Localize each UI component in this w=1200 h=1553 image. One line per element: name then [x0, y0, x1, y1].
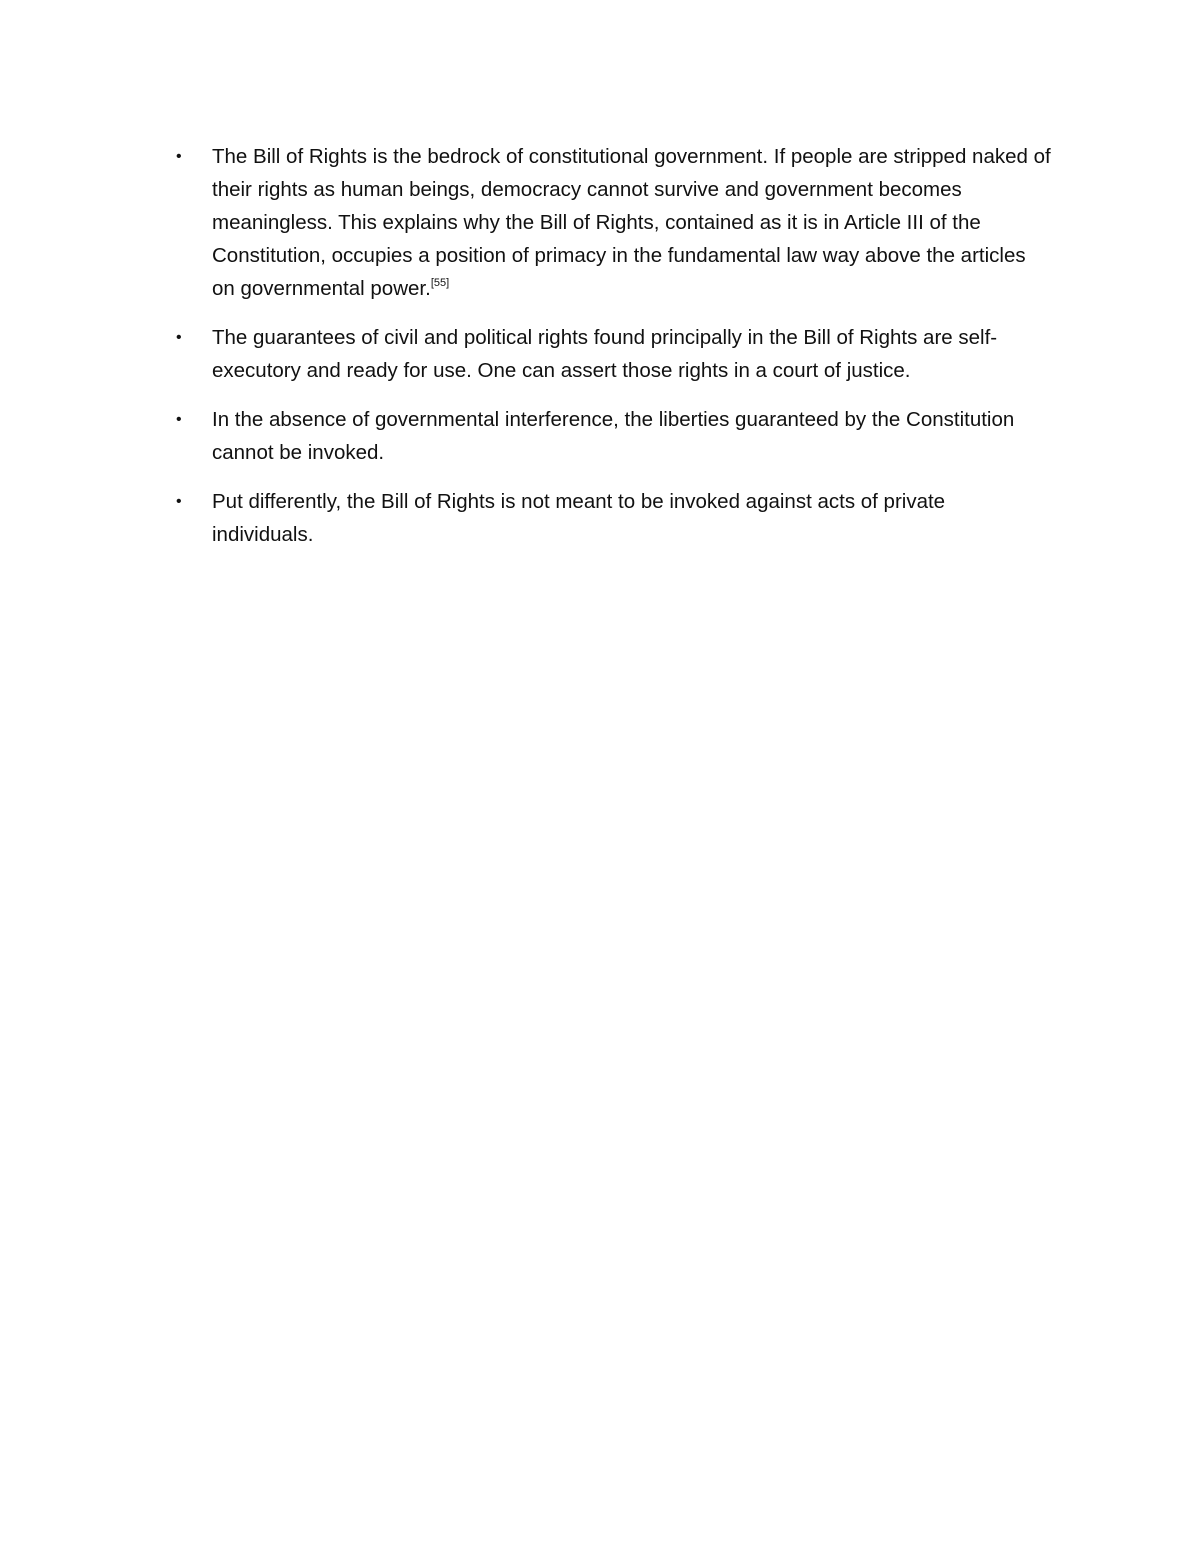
list-item-text: In the absence of governmental interference, the liberties guaranteed by the Constitution cannot be invoked. — [212, 408, 1015, 464]
bullet-icon: • — [176, 493, 182, 510]
list-item-text: The guarantees of civil and political rights found principally in the Bill of Rights are self-executory and ready for use. One can assert those rights in a court of justice. — [212, 326, 998, 382]
bullet-icon: • — [176, 411, 182, 428]
list-item — [172, 140, 1052, 305]
footnote-reference[interactable]: [55] — [430, 277, 450, 289]
list-item — [172, 321, 1052, 387]
bullet-list — [172, 140, 1052, 567]
list-item-text — [212, 145, 1051, 300]
list-item — [172, 485, 1052, 551]
paragraph-text: The Bill of Rights is the bedrock of constitutional government. If people are stripped naked of their rights as human beings, democracy cannot survive and government becomes meaningless. This explains why the Bill of Rights, contained as it is in Article III of the Constitution, occupies a position of primacy in the fundamental law way above the articles on governmental power. — [212, 145, 1051, 300]
list-item — [172, 403, 1052, 469]
bullet-icon: • — [176, 329, 182, 346]
list-item-text: Put differently, the Bill of Rights is not meant to be invoked against acts of private individuals. — [212, 490, 946, 546]
bullet-icon: • — [176, 148, 182, 165]
